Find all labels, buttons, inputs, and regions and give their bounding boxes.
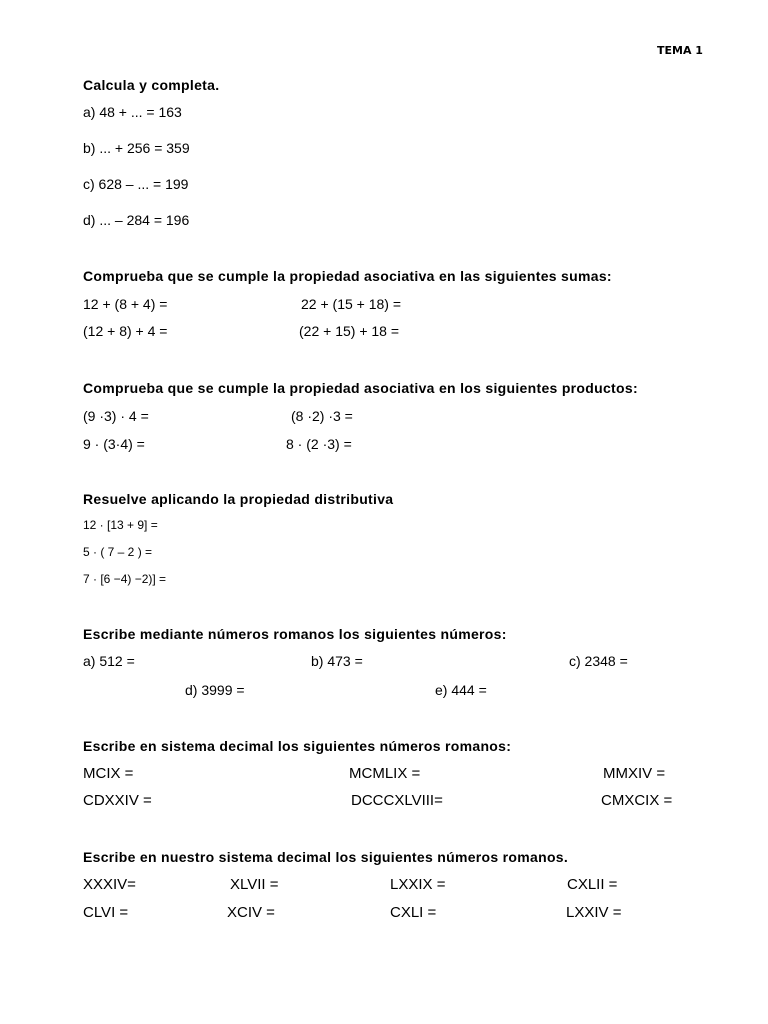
sum-left-2: (12 + 8) + 4 = [83, 323, 168, 339]
nuestro-row1-col1: XXXIV= [83, 876, 136, 893]
decimal-row1-col3: MMXIV = [603, 765, 666, 782]
roman-exercise-d: d) 3999 = [185, 682, 245, 698]
exercise-c: c) 628 – ... = 199 [83, 176, 189, 192]
decimal-row1-col2: MCMLIX = [349, 765, 421, 782]
section-title-nuestro-sistema: Escribe en nuestro sistema decimal los siguientes números romanos. [83, 849, 569, 865]
sum-right-2: (22 + 15) + 18 = [299, 323, 400, 339]
decimal-row1-col1: MCIX = [83, 765, 134, 782]
decimal-row2-col1: CDXXIV = [83, 792, 152, 809]
section-title-calcula: Calcula y completa. [83, 77, 220, 93]
exercise-b: b) ... + 256 = 359 [83, 140, 190, 156]
roman-exercise-c: c) 2348 = [569, 653, 628, 669]
exercise-a: a) 48 + ... = 163 [83, 104, 182, 120]
product-left-1: (9 ·3) · 4 = [83, 408, 149, 424]
section-title-sistema-decimal: Escribe en sistema decimal los siguientes números romanos: [83, 738, 512, 754]
roman-exercise-b: b) 473 = [311, 653, 363, 669]
nuestro-row2-col4: LXXIV = [566, 904, 622, 921]
product-right-1: (8 ·2) ·3 = [291, 408, 353, 424]
section-title-asociativa-productos: Comprueba que se cumple la propiedad asociativa en los siguientes productos: [83, 380, 638, 396]
decimal-row2-col3: CMXCIX = [601, 792, 673, 809]
nuestro-row2-col3: CXLI = [390, 904, 437, 921]
section-title-asociativa-sumas: Comprueba que se cumple la propiedad asociativa en las siguientes sumas: [83, 268, 612, 284]
roman-exercise-a: a) 512 = [83, 653, 135, 669]
product-left-2: 9 · (3·4) = [83, 436, 145, 452]
distributive-3: 7 · [6 −4) −2)] = [83, 572, 167, 586]
distributive-2: 5 · ( 7 – 2 ) = [83, 545, 153, 559]
exercise-d: d) ... – 284 = 196 [83, 212, 190, 228]
nuestro-row2-col1: CLVI = [83, 904, 129, 921]
nuestro-row1-col2: XLVII = [230, 876, 279, 893]
nuestro-row2-col2: XCIV = [227, 904, 275, 921]
distributive-1: 12 · [13 + 9] = [83, 518, 158, 532]
page-header-tema: TEMA 1 [657, 44, 703, 57]
nuestro-row1-col4: CXLII = [567, 876, 618, 893]
nuestro-row1-col3: LXXIX = [390, 876, 446, 893]
product-right-2: 8 · (2 ·3) = [286, 436, 352, 452]
decimal-row2-col2: DCCCXLVIII= [351, 792, 443, 809]
sum-left-1: 12 + (8 + 4) = [83, 296, 168, 312]
section-title-numeros-romanos: Escribe mediante números romanos los siguientes números: [83, 626, 507, 642]
roman-exercise-e: e) 444 = [435, 682, 487, 698]
sum-right-1: 22 + (15 + 18) = [301, 296, 402, 312]
section-title-distributiva: Resuelve aplicando la propiedad distributiva [83, 491, 394, 507]
